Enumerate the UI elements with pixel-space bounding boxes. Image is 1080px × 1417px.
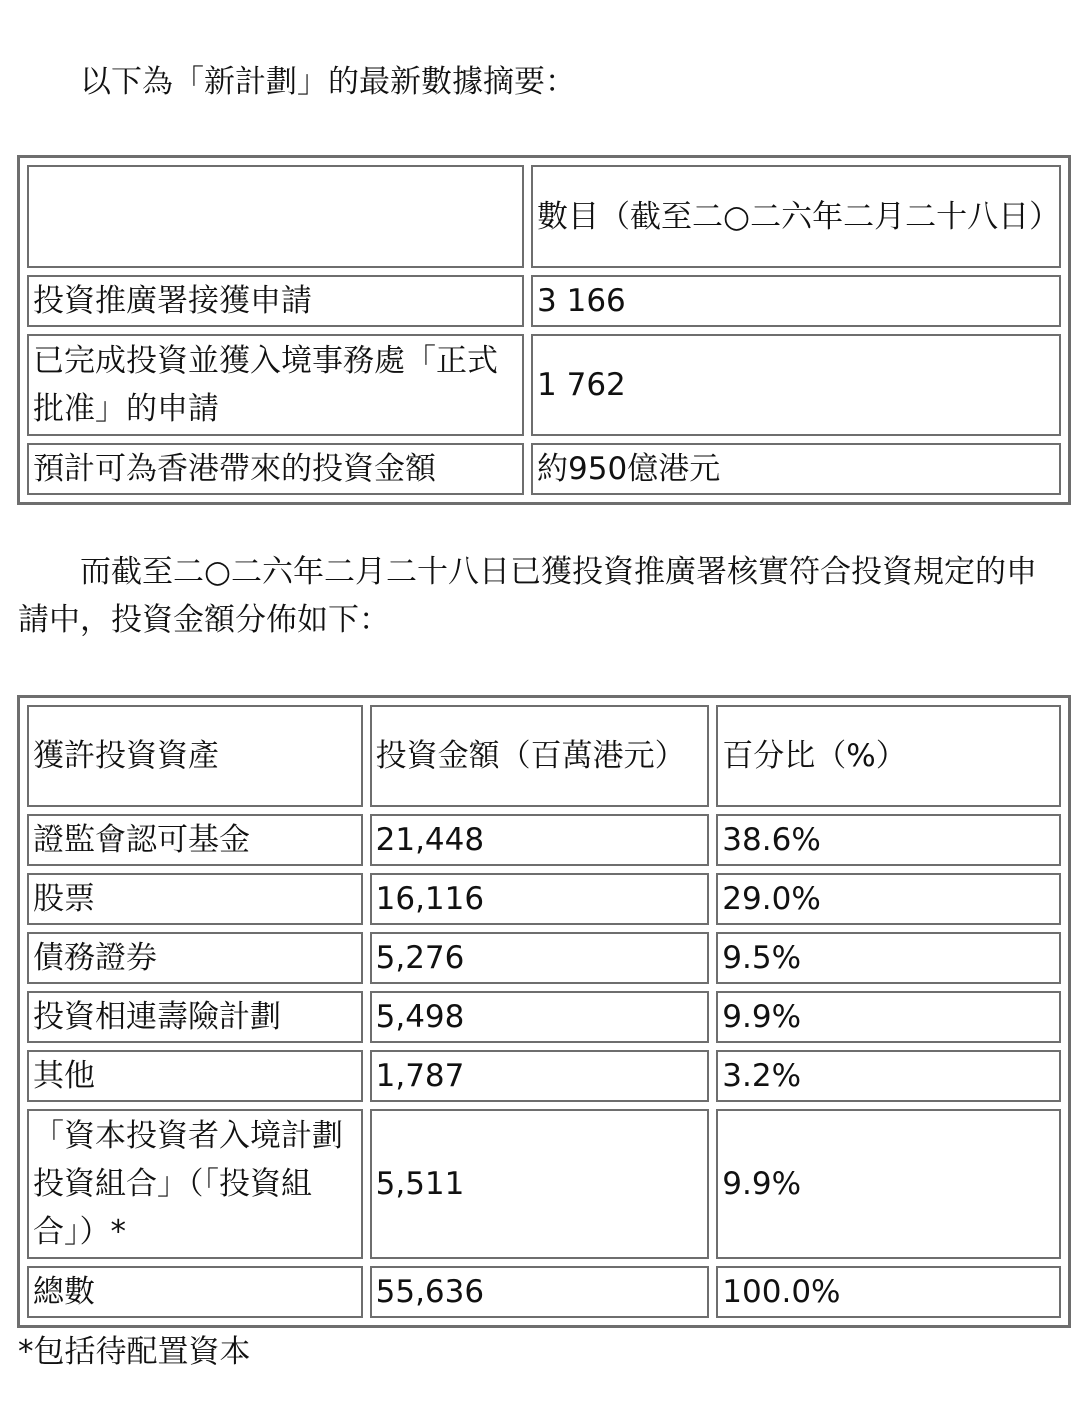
percent-cell: 29.0%	[716, 873, 1061, 925]
asset-cell: 「資本投資者入境計劃投資組合」（「投資組合」）*	[27, 1109, 363, 1259]
amount-cell: 1,787	[370, 1050, 710, 1102]
footnote: *包括待配置資本	[18, 1334, 251, 1370]
amount-cell: 5,276	[370, 932, 710, 984]
distribution-table	[17, 695, 1071, 1328]
table-row	[27, 814, 1061, 866]
table-row	[27, 991, 1061, 1043]
percent-cell: 3.2%	[716, 1050, 1061, 1102]
row-label: 已完成投資並獲入境事務處「正式批准」的申請	[27, 334, 524, 436]
row-label: 預計可為香港帶來的投資金額	[27, 443, 524, 495]
table-row	[27, 1050, 1061, 1102]
amount-cell: 16,116	[370, 873, 710, 925]
summary-table	[17, 155, 1071, 505]
table-row	[27, 443, 1061, 495]
summary-header-blank	[27, 165, 524, 268]
amount-cell: 5,498	[370, 991, 710, 1043]
table-header-row	[27, 705, 1061, 807]
percent-cell: 38.6%	[716, 814, 1061, 866]
table-total-row	[27, 1266, 1061, 1318]
amount-cell: 21,448	[370, 814, 710, 866]
distribution-intro-paragraph: 而截至二○二六年二月二十八日已獲投資推廣署核實符合投資規定的申請中，投資金額分佈如下：	[18, 554, 1038, 638]
table-row	[27, 932, 1061, 984]
row-value: 3 166	[531, 275, 1061, 327]
total-amount-cell: 55,636	[370, 1266, 710, 1318]
header-amount: 投資金額（百萬港元）	[370, 705, 710, 807]
table-row	[27, 275, 1061, 327]
percent-cell: 9.9%	[716, 991, 1061, 1043]
percent-cell: 9.5%	[716, 932, 1061, 984]
total-percent-cell: 100.0%	[716, 1266, 1061, 1318]
asset-cell: 證監會認可基金	[27, 814, 363, 866]
table-row	[27, 873, 1061, 925]
total-label-cell: 總數	[27, 1266, 363, 1318]
intro-paragraph: 以下為「新計劃」的最新數據摘要：	[18, 64, 576, 100]
asset-cell: 債務證券	[27, 932, 363, 984]
asset-cell: 其他	[27, 1050, 363, 1102]
amount-cell: 5,511	[370, 1109, 710, 1259]
asset-cell: 股票	[27, 873, 363, 925]
table-row	[27, 334, 1061, 436]
row-value: 約950億港元	[531, 443, 1061, 495]
header-percent: 百分比（%）	[716, 705, 1061, 807]
asset-cell: 投資相連壽險計劃	[27, 991, 363, 1043]
row-label: 投資推廣署接獲申請	[27, 275, 524, 327]
header-asset: 獲許投資資產	[27, 705, 363, 807]
summary-header-count: 數目（截至二○二六年二月二十八日）	[531, 165, 1061, 268]
row-value: 1 762	[531, 334, 1061, 436]
table-row	[27, 1109, 1061, 1259]
percent-cell: 9.9%	[716, 1109, 1061, 1259]
